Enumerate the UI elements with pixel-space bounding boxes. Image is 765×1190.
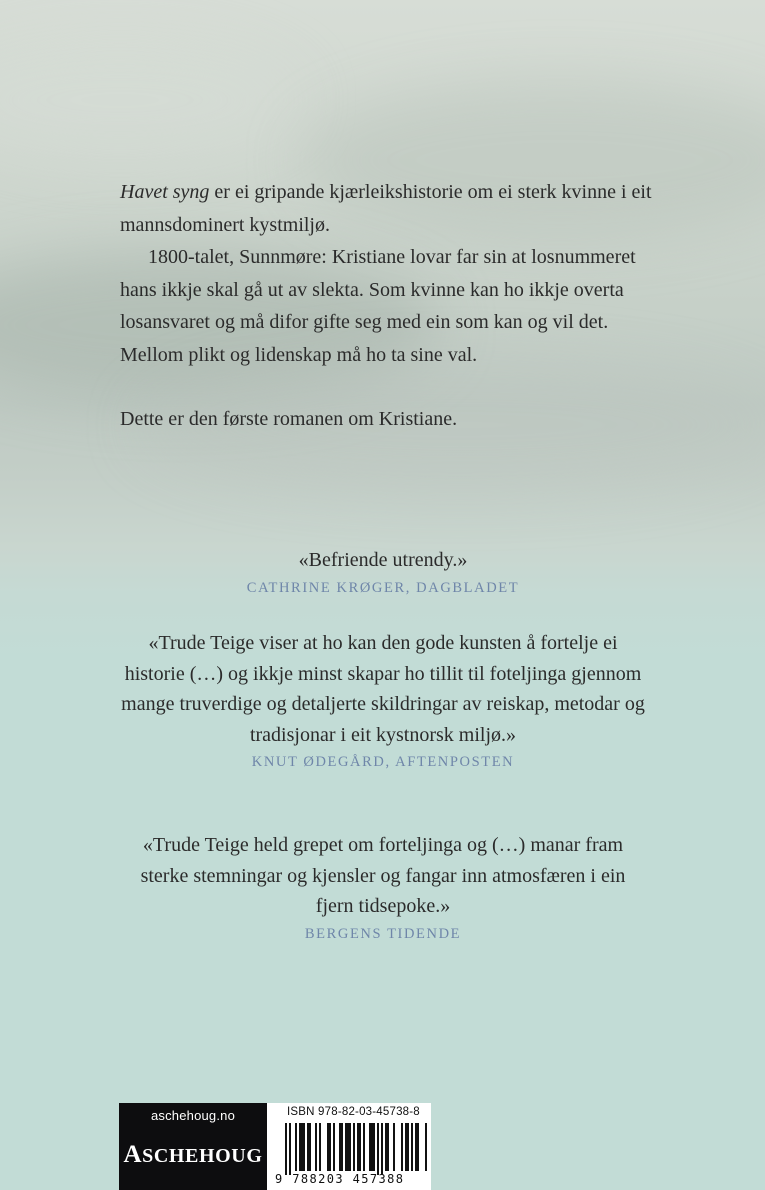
barcode-bar [357,1123,361,1171]
quote-text: «Trude Teige viser at ho kan den gode kunsten å fortelje ei historie (…) og ikkje minst skapar ho tillit til foteljinga gjennom mange truverdige og detaljerte skildringar av reiskap, metodar og tradisjonar i eit kystnorsk miljø.» [121,632,645,746]
isbn-barcode [267,1103,431,1190]
publisher-logo [119,1141,267,1169]
quote-text: «Trude Teige held grepet om forteljinga og (…) manar fram sterke stemningar og kjensler og fangar inn atmosfæren i ein fjern tidsepoke.» [140,834,626,917]
quote-source: BERGENS TIDENDE [304,925,462,942]
barcode-bar [369,1123,375,1171]
barcode-bar [315,1123,317,1171]
review-quote [120,628,646,772]
blurb-paragraph-1 [120,176,660,241]
barcode-bar [299,1123,305,1171]
blurb-paragraph-1-text: er ei gripande kjærleikshistorie om ei sterk kvinne i eit mannsdominert kystmiljø. [120,181,652,236]
barcode-bar [307,1123,311,1171]
barcode-bar [401,1123,403,1171]
quote-source: CATHRINE KRØGER, DAGBLADET [246,579,520,596]
barcode-bar [327,1123,331,1171]
barcode-bar [405,1123,409,1171]
barcode-bar [411,1123,413,1171]
barcode-digits: 9 788203 457388 [275,1172,405,1186]
book-blurb [120,176,660,436]
publisher-block [119,1103,267,1190]
blurb-paragraph-2: 1800-talet, Sunnmøre: Kristiane lovar far sin at losnummeret hans ikkje skal gå ut av slekta. Som kvinne kan ho ikkje overta losansvaret og må difor gifte seg med ein som kan og vil det. Mellom plikt og lidenskap må ho ta sine val. [120,246,636,366]
barcode-bar [339,1123,343,1171]
barcode-bar [319,1123,321,1171]
barcode-bar [415,1123,419,1171]
blurb-paragraph-3: Dette er den første romanen om Kristiane. [120,408,458,430]
logo-initial: A [123,1141,143,1168]
review-quote [120,545,646,598]
barcode-bar [363,1123,365,1171]
barcode-bar [295,1123,297,1171]
book-title: Havet syng [120,181,210,203]
quote-text: «Befriende utrendy.» [298,549,468,571]
barcode-bar [285,1123,287,1175]
background-cloud [0,40,300,160]
barcode-bar [333,1123,335,1171]
barcode-bar [425,1123,427,1171]
barcode-bar [353,1123,355,1171]
barcode-bar [289,1123,291,1175]
isbn-label: ISBN 978-82-03-45738-8 [287,1106,420,1118]
barcode-bar [377,1123,379,1175]
publisher-website: aschehoug.no [150,1108,236,1123]
logo-rest: SCHEHOUG [142,1145,263,1167]
review-quote [120,830,646,944]
barcode-bar [381,1123,383,1175]
barcode-bar [393,1123,395,1171]
barcode-bar [385,1123,389,1171]
barcode-bar [345,1123,351,1171]
quote-source: KNUT ØDEGÅRD, AFTENPOSTEN [251,754,515,770]
